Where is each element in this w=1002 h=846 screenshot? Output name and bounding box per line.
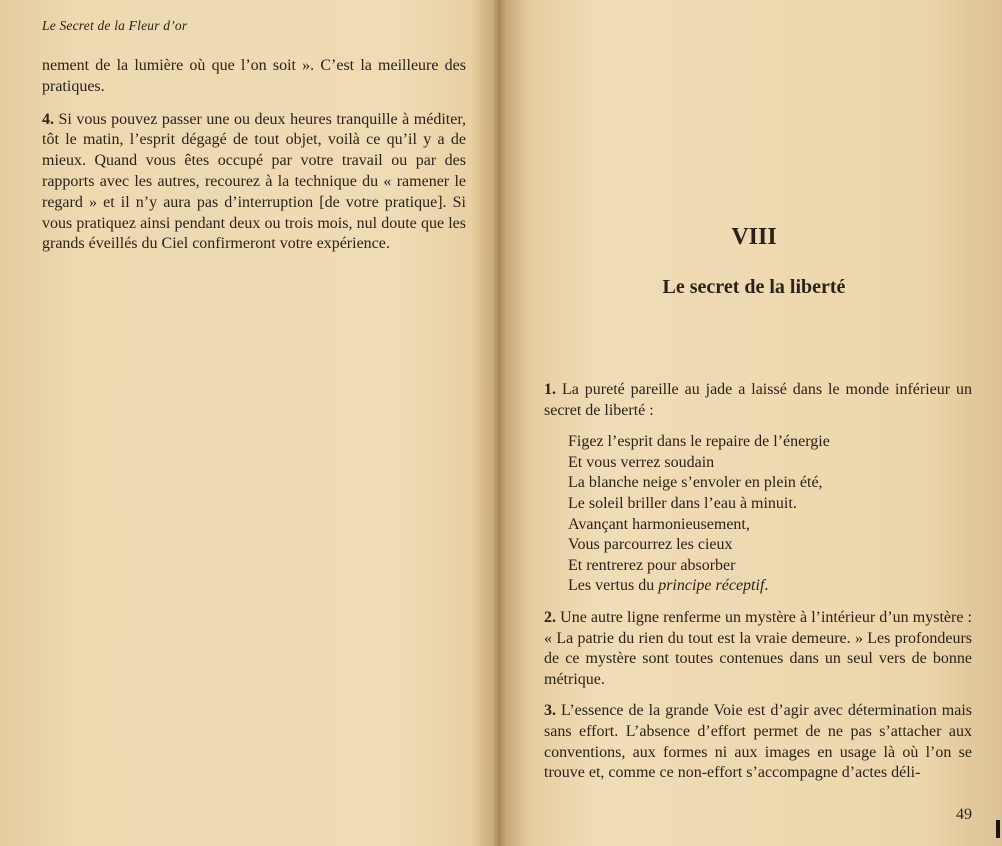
paragraph-number: 4. — [42, 110, 54, 128]
left-page — [0, 0, 494, 846]
verse-line: Le soleil briller dans l’eau à minuit. — [568, 494, 797, 512]
paragraph-text: Une autre ligne renferme un mystère à l’intérieur d’un mystère : « La patrie du rien du tout est la vraie demeure. » Les profondeurs de ce mystère sont toutes contenues dans un seul vers de bonne métrique. — [544, 608, 973, 688]
chapter-number: VIII — [731, 224, 777, 250]
verse-punctuation: . — [764, 577, 769, 595]
paragraph-text: L’essence de la grande Voie est d’agir avec détermination mais sans effort. L’absence d’effort permet de ne pas s’attacher aux conventions, aux formes ni aux images en usage là où l’on se trouve et, comme ce non-effort s’accompagne d’actes déli- — [544, 702, 973, 782]
left-page-text — [42, 56, 466, 267]
verse-italic-term: principe réceptif — [658, 577, 765, 595]
verse-line: Et rentrerez pour absorber — [568, 556, 736, 574]
verse — [544, 432, 972, 597]
paragraph-1 — [544, 380, 972, 421]
page-number: 49 — [956, 806, 972, 823]
verse-line: La blanche neige s’envoler en plein été, — [568, 474, 823, 492]
paragraph-number: 1. — [544, 381, 556, 398]
paragraph-2 — [544, 608, 972, 690]
paragraph-continuation — [42, 56, 466, 98]
paragraph-text: nement de la lumière où que l’on soit ». C’est la meilleure des pratiques. — [42, 57, 466, 95]
verse-line: Et vous verrez soudain — [568, 453, 715, 471]
running-head: Le Secret de la Fleur d’or — [42, 18, 188, 33]
right-page — [506, 0, 1002, 846]
verse-line: Vous parcourrez les cieux — [568, 536, 733, 554]
verse-text: Les vertus du — [568, 577, 659, 595]
paragraph-4 — [42, 110, 466, 256]
paragraph-3 — [544, 701, 972, 783]
edge-mark — [996, 820, 1000, 838]
paragraph-text: Si vous pouvez passer une ou deux heures tranquille à méditer, tôt le matin, l’esprit dégagé de tout objet, voilà ce qu’il y a de mieux. Quand vous êtes occupé par votre travail ou par des rapports avec les autres, recourez à la technique du « ramener le regard » et il n’y aura pas d’interruption [de votre pratique]. Si vous pratiquez ainsi pendant deux ou trois mois, nul doute que les grands éveillés du Ciel confirmeront votre expérience. — [42, 110, 467, 253]
paragraph-number: 2. — [544, 608, 556, 626]
paragraph-text: La pureté pareille au jade a laissé dans le monde inférieur un secret de liberté : — [544, 381, 973, 419]
verse-line: Avançant harmonieusement, — [568, 515, 750, 533]
chapter-title: Le secret de la liberté — [662, 276, 846, 298]
verse-line-last — [544, 576, 972, 597]
right-page-text — [544, 380, 972, 795]
verse-line: Figez l’esprit dans le repaire de l’énergie — [568, 433, 830, 451]
paragraph-number: 3. — [544, 702, 556, 720]
